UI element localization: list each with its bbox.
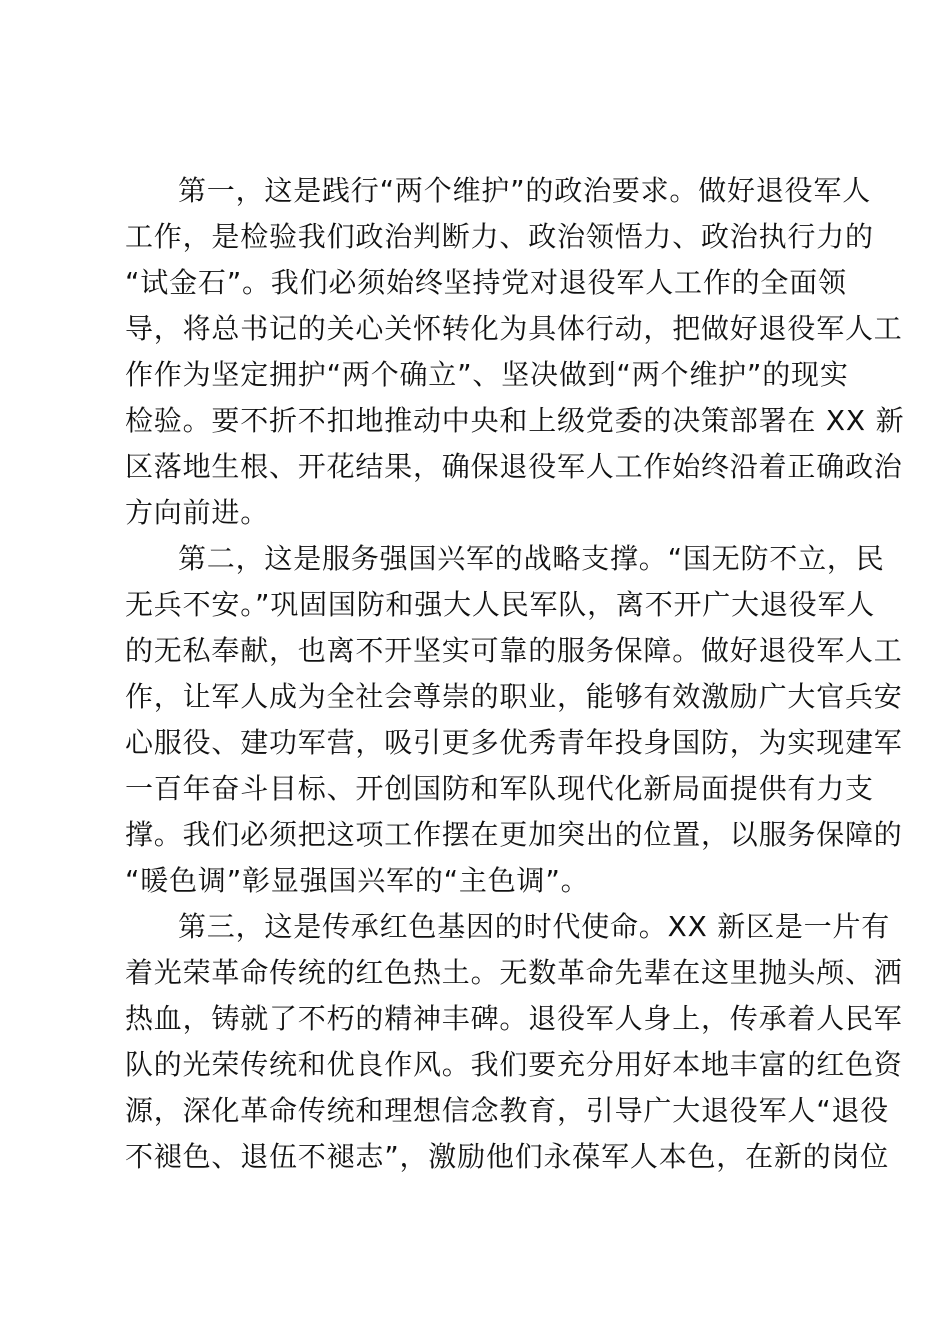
paragraph-line: “暖色调”彰显强国兴军的“主色调”。	[125, 864, 590, 897]
paragraph-line: “试金石”。我们必须始终坚持党对退役军人工作的全面领	[125, 266, 847, 299]
paragraph-2	[125, 536, 903, 904]
paragraph-3	[125, 904, 903, 1180]
document-body	[125, 168, 905, 1180]
paragraph-line: 区落地生根、开花结果，确保退役军人工作始终沿着正确政治	[125, 450, 903, 483]
paragraph-line: 第二，这是服务强国兴军的战略支撑。“国无防不立，民	[178, 542, 885, 575]
paragraph-line: 着光荣革命传统的红色热土。无数革命先辈在这里抛头颅、洒	[125, 956, 903, 989]
paragraph-line: 队的光荣传统和优良作风。我们要充分用好本地丰富的红色资	[125, 1048, 903, 1081]
paragraph-line: 第一，这是践行“两个维护”的政治要求。做好退役军人	[178, 174, 872, 207]
paragraph-1	[125, 168, 905, 536]
paragraph-line: 热血，铸就了不朽的精神丰碑。退役军人身上，传承着人民军	[125, 1002, 903, 1035]
paragraph-line: 无兵不安。”巩固国防和强大人民军队，离不开广大退役军人	[125, 588, 876, 621]
paragraph-line: 第三，这是传承红色基因的时代使命。XX 新区是一片有	[178, 910, 891, 943]
paragraph-line: 一百年奋斗目标、开创国防和军队现代化新局面提供有力支	[125, 772, 874, 805]
paragraph-line: 导，将总书记的关心关怀转化为具体行动，把做好退役军人工	[125, 312, 903, 345]
paragraph-line: 撑。我们必须把这项工作摆在更加突出的位置，以服务保障的	[125, 818, 903, 851]
paragraph-line: 源，深化革命传统和理想信念教育，引导广大退役军人“退役	[125, 1094, 890, 1127]
paragraph-line: 检验。要不折不扣地推动中央和上级党委的决策部署在 XX 新	[125, 404, 905, 437]
paragraph-line: 作，让军人成为全社会尊崇的职业，能够有效激励广大官兵安	[125, 680, 903, 713]
paragraph-line: 的无私奉献，也离不开坚实可靠的服务保障。做好退役军人工	[125, 634, 903, 667]
paragraph-line: 作作为坚定拥护“两个确立”、坚决做到“两个维护”的现实	[125, 358, 849, 391]
paragraph-line: 心服役、建功军营，吸引更多优秀青年投身国防，为实现建军	[125, 726, 903, 759]
paragraph-line: 方向前进。	[125, 496, 270, 529]
paragraph-line: 工作，是检验我们政治判断力、政治领悟力、政治执行力的	[125, 220, 874, 253]
paragraph-line: 不褪色、退伍不褪志”，激励他们永葆军人本色，在新的岗位	[125, 1140, 890, 1173]
